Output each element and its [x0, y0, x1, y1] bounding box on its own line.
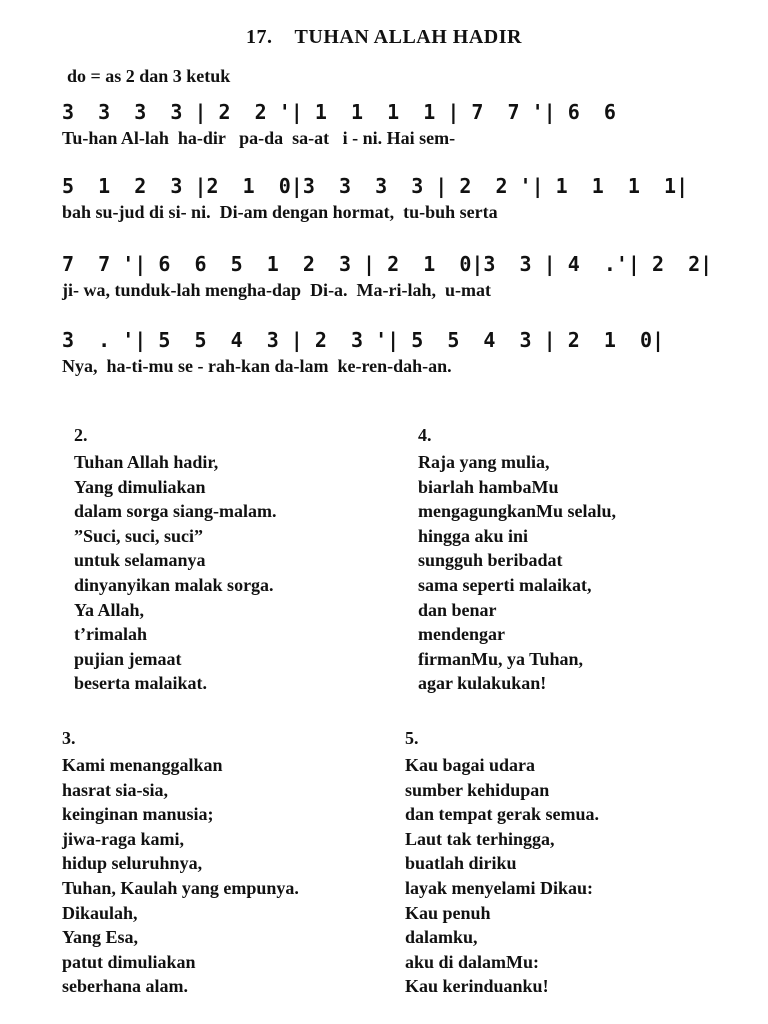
verse-number: 5. — [405, 728, 419, 748]
verse-line: Tuhan Allah hadir, — [74, 452, 219, 472]
verse-number: 4. — [418, 425, 432, 445]
verse-line: ”Suci, suci, suci” — [74, 525, 204, 546]
verse-number: 2. — [74, 425, 88, 445]
verse-line: dalam sorga siang-malam. — [74, 501, 277, 522]
verse-line: patut dimuliakan — [62, 951, 196, 972]
verse-5 — [405, 728, 599, 999]
hymn-name: TUHAN ALLAH HADIR — [294, 26, 522, 48]
verse-3 — [62, 728, 299, 999]
verse-line: Yang Esa, — [62, 927, 139, 948]
verse-line: keinginan manusia; — [62, 804, 214, 825]
verse-line: sumber kehidupan — [405, 779, 550, 800]
verse-line: Kami menanggalkan — [62, 755, 223, 775]
score-system-1 — [62, 98, 712, 150]
verse-line: firmanMu, ya Tuhan, — [418, 648, 584, 669]
verse-line: Ya Allah, — [74, 599, 145, 620]
key-signature: do = as 2 dan 3 ketuk — [67, 66, 231, 86]
verse-line: dan tempat gerak semua. — [405, 804, 599, 825]
verse-4 — [418, 425, 616, 696]
verse-line: Raja yang mulia, — [418, 452, 550, 472]
verse-line: seberhana alam. — [62, 976, 188, 997]
verse-number: 3. — [62, 728, 76, 748]
verse-line: Kau penuh — [405, 902, 491, 923]
verse-line: biarlah hambaMu — [418, 476, 559, 497]
notation-line: 3 3 3 3 | 2 2 '| 1 1 1 1 | 7 7 '| 6 6 — [62, 98, 712, 126]
lyrics-line: Nya, ha-ti-mu se - rah-kan da-lam ke-ren-dah-an. — [62, 356, 452, 376]
notation-line: 5 1 2 3 |2 1 0|3 3 3 3 | 2 2 '| 1 1 1 1| — [62, 172, 712, 200]
verse-line: jiwa-raga kami, — [62, 828, 184, 849]
verse-line: hasrat sia-sia, — [62, 779, 169, 800]
lyrics-line: Tu-han Al-lah ha-dir pa-da sa-at i - ni. Hai sem- — [62, 128, 456, 148]
verse-line: hidup seluruhnya, — [62, 853, 203, 874]
score-system-3 — [62, 250, 712, 302]
verse-line: t’rimalah — [74, 624, 147, 645]
notation-line: 7 7 '| 6 6 5 1 2 3 | 2 1 0|3 3 | 4 .'| 2 2| — [62, 252, 713, 276]
verse-line: dinyanyikan malak sorga. — [74, 574, 274, 595]
verse-line: buatlah diriku — [405, 853, 517, 874]
verse-line: sungguh beribadat — [418, 550, 563, 571]
lyrics-line: bah su-jud di si- ni. Di-am dengan hormat, tu-buh serta — [62, 202, 498, 222]
verse-2 — [74, 425, 277, 696]
verse-line: aku di dalamMu: — [405, 951, 540, 972]
verse-line: agar kulakukan! — [418, 673, 547, 694]
verse-line: Dikaulah, — [62, 902, 138, 923]
verse-line: dan benar — [418, 599, 497, 620]
verse-line: Yang dimuliakan — [74, 476, 206, 497]
verse-line: beserta malaikat. — [74, 673, 207, 694]
verse-line: pujian jemaat — [74, 648, 182, 669]
verse-line: Kau bagai udara — [405, 755, 536, 775]
verse-line: layak menyelami Dikau: — [405, 877, 594, 898]
verse-line: untuk selamanya — [74, 550, 206, 571]
score-system-2 — [62, 172, 712, 224]
verse-line: Laut tak terhingga, — [405, 828, 555, 849]
notation-line: 3 . '| 5 5 4 3 | 2 3 '| 5 5 4 3 | 2 1 0| — [62, 326, 712, 354]
score-system-4 — [62, 326, 712, 378]
verse-line: Tuhan, Kaulah yang empunya. — [62, 877, 299, 898]
verse-line: Kau kerinduanku! — [405, 976, 549, 997]
verse-line: mendengar — [418, 624, 505, 645]
hymn-title — [0, 26, 768, 49]
lyrics-line: ji- wa, tunduk-lah mengha-dap Di-a. Ma-ri-lah, u-mat — [62, 280, 492, 300]
verse-line: mengagungkanMu selalu, — [418, 501, 617, 522]
verse-line: dalamku, — [405, 927, 478, 948]
verse-line: sama seperti malaikat, — [418, 574, 592, 595]
verse-line: hingga aku ini — [418, 525, 529, 546]
hymn-number: 17. — [246, 26, 273, 48]
